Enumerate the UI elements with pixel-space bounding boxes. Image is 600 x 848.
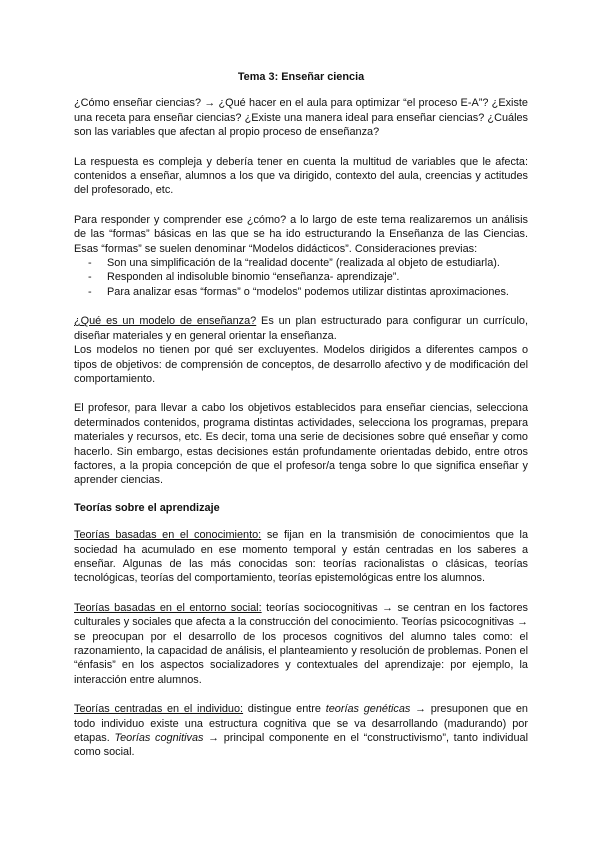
social-theories-label: Teorías basadas en el entorno social:: [74, 601, 262, 614]
genetic-theories-term: teorías genéticas: [325, 703, 411, 716]
considerations-list: [74, 256, 528, 299]
paragraph-social-theories: [74, 601, 528, 687]
knowledge-theories-text: se fijan en la transmisión de conocimientos que la sociedad ha acumulado en ese momento temporal y están centradas en los saberes a enseñar. Algunas de las más conocidas son: teorías racionalistas o clásicas, teorías tecnológicas, teorías del comportamiento, teorías epistemológicas entre los alumnos.: [74, 529, 529, 585]
individual-theories-label: Teorías centradas en el individuo:: [74, 703, 244, 716]
list-item: - Son una simplificación de la “realidad docente” (realizada al objeto de estudiarla).: [74, 256, 528, 270]
section-heading-learning-theories: Teorías sobre el aprendizaje: [74, 501, 220, 514]
model-answer: Es un plan estructurado para configurar un currículo, diseñar materiales y en general orientar la enseñanza.: [74, 315, 528, 342]
individual-theories-text-a: distingue entre: [243, 703, 326, 716]
paragraph-answer: La respuesta es compleja y debería tener en cuenta la multitud de variables que le afecta: contenidos a enseñar, alumnos a los que va dirigido, contexto del aula, creencias y actitudes del profesorado, etc.: [74, 155, 528, 197]
cognitive-theories-term: Teorías cognitivas: [114, 732, 204, 745]
paragraph-teacher-decisions: El profesor, para llevar a cabo los objetivos establecidos para enseñar ciencias, selecciona determinados contenidos, programa distintas actividades, selecciona los programas, prepara materiales y recursos, etc. Es decir, toma una serie de decisiones sobre qué enseñar y como hacerlo. Sin embargo, estas decisiones están profundamente orientadas debido, entre otros factores, a la propia concepción de que el profesor/a tenga sobre lo que significa enseñar y aprender ciencias.: [74, 402, 528, 487]
model-question: ¿Qué es un modelo de enseñanza?: [74, 315, 257, 328]
paragraph-models-not-exclusive: Los modelos no tienen por qué ser excluyentes. Modelos dirigidos a diferentes campos o tipos de objetivos: de comprensión de conceptos, de desarrollo afectivo y de modificación del comportamiento.: [74, 344, 528, 385]
paragraph-individual-theories: [74, 702, 528, 760]
list-item: - Responden al indisoluble binomio “enseñanza- aprendizaje”.: [74, 270, 528, 284]
paragraph-didactic-models: Para responder y comprender ese ¿cómo? a lo largo de este tema realizaremos un análisis de las “formas” básicas en las que se ha ido estructurando la Enseñanza de las Ciencias. Esas “formas” se suelen denominar “Modelos didácticos”. Consideraciones previas:: [74, 213, 528, 255]
document-page: [74, 70, 528, 760]
list-item: - Para analizar esas “formas” o “modelos” podemos utilizar distintas aproximaciones.: [74, 285, 528, 299]
paragraph-intro-questions: ¿Cómo enseñar ciencias? → ¿Qué hacer en el aula para optimizar “el proceso E-A”? ¿Existe una receta para enseñar ciencias? ¿Existe una manera ideal para enseñar ciencias? ¿Cuáles son las variables que afectan al propio proceso de enseñanza?: [74, 97, 528, 139]
individual-theories-text-c: → principal componente en el “constructivismo”, tanto individual como social.: [74, 732, 528, 759]
paragraph-knowledge-theories: [74, 528, 528, 586]
knowledge-theories-label: Teorías basadas en el conocimiento:: [74, 529, 262, 542]
social-theories-text: teorías sociocognitivas → se centran en los factores culturales y sociales que afecta a la construcción del conocimiento. Teorías psicocognitivas → se preocupan por el desarrollo de los procesos cognitivos del alumno tales como: el razonamiento, la capacidad de análisis, el planteamiento y resolución de problemas. Ponen el “énfasis” en los aspectos socializadores y contextuales del aprendizaje: por ejemplo, la interacción entre alumnos.: [74, 601, 528, 686]
document-title: Tema 3: Enseñar ciencia: [237, 71, 365, 83]
individual-theories-text-b: → presuponen que en todo individuo existe una estructura cognitiva que se va desarrollando (madurando) por etapas.: [74, 703, 528, 745]
paragraph-model-definition: [74, 314, 528, 343]
